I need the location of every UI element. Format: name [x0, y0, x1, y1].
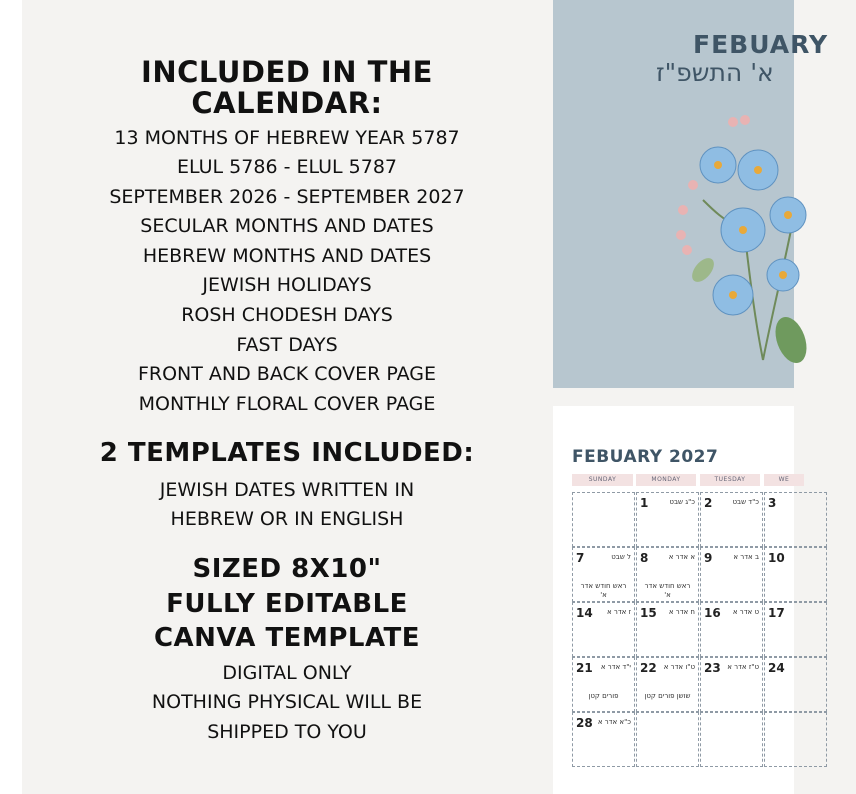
calendar-day-number: 22	[640, 661, 657, 675]
day-header-wednesday: WE	[764, 474, 804, 486]
cover-hebrew-title: א' התשפ"ז	[656, 58, 774, 87]
calendar-day-hebrew-date: ח אדר א	[668, 608, 695, 616]
calendar-day-cell	[700, 602, 763, 657]
calendar-day-note: שושן פורים קטן	[644, 692, 691, 700]
calendar-day-cell	[700, 547, 763, 602]
calendar-day-cell	[764, 602, 827, 657]
calendar-day-number: 7	[576, 551, 585, 565]
calendar-title: FEBUARY 2027	[572, 447, 719, 467]
calendar-day-cell	[700, 657, 763, 712]
calendar-day-hebrew-date: ט"ו אדר א	[663, 663, 695, 671]
calendar-day-number: 1	[640, 496, 649, 510]
feature-item: 13 MONTHS OF HEBREW YEAR 5787	[114, 127, 460, 149]
feature-item: MONTHLY FLORAL COVER PAGE	[138, 393, 436, 415]
calendar-day-cell	[764, 492, 827, 547]
calendar-day-cell	[764, 712, 827, 767]
digital-line: DIGITAL ONLY	[222, 662, 352, 684]
digital-line: NOTHING PHYSICAL WILL BE	[151, 691, 423, 713]
calendar-day-number: 9	[704, 551, 713, 565]
cover-month-title: FEBUARY	[693, 30, 829, 59]
calendar-day-number: 24	[768, 661, 785, 675]
calendar-day-hebrew-date: ז אדר א	[606, 608, 631, 616]
calendar-day-cell	[636, 547, 699, 602]
calendar-day-cell	[572, 492, 635, 547]
calendar-day-number: 17	[768, 606, 785, 620]
calendar-day-cell	[572, 712, 635, 767]
heading-included-line1: INCLUDED IN THE	[141, 55, 433, 89]
day-header-monday: MONDAY	[636, 474, 696, 486]
calendar-day-cell	[636, 602, 699, 657]
feature-item: ROSH CHODESH DAYS	[181, 304, 393, 326]
calendar-day-number: 21	[576, 661, 593, 675]
feature-item: ELUL 5786 - ELUL 5787	[177, 156, 397, 178]
floral-illustration	[673, 110, 803, 370]
digital-line: SHIPPED TO YOU	[207, 721, 367, 743]
calendar-preview	[553, 406, 794, 794]
left-edge-strip	[0, 0, 22, 794]
calendar-day-hebrew-date: כ"ג שבט	[669, 498, 695, 506]
day-header-sunday: SUNDAY	[572, 474, 633, 486]
templates-line: HEBREW OR IN ENGLISH	[170, 508, 404, 530]
size-line: CANVA TEMPLATE	[153, 623, 421, 653]
calendar-day-number: 28	[576, 716, 593, 730]
calendar-day-hebrew-date: כ"א אדר א	[597, 718, 631, 726]
calendar-day-number: 8	[640, 551, 649, 565]
calendar-day-number: 16	[704, 606, 721, 620]
calendar-day-number: 14	[576, 606, 593, 620]
calendar-day-cell	[636, 657, 699, 712]
calendar-day-cell	[636, 492, 699, 547]
calendar-day-hebrew-date: ט"ז אדר א	[727, 663, 759, 671]
feature-item: SEPTEMBER 2026 - SEPTEMBER 2027	[109, 186, 465, 208]
calendar-day-hebrew-date: ב אדר א	[733, 553, 759, 561]
card-gap	[553, 388, 794, 406]
feature-item: JEWISH HOLIDAYS	[202, 274, 372, 296]
templates-line: JEWISH DATES WRITTEN IN	[159, 479, 415, 501]
feature-item: FRONT AND BACK COVER PAGE	[137, 363, 437, 385]
calendar-day-hebrew-date: א אדר א	[668, 553, 695, 561]
size-line: SIZED 8X10"	[192, 554, 382, 584]
calendar-day-hebrew-date: ט אדר א	[732, 608, 759, 616]
calendar-day-hebrew-date: י"ד אדר א	[600, 663, 631, 671]
calendar-day-number: 2	[704, 496, 713, 510]
calendar-day-note: פורים קטן	[588, 692, 619, 700]
cover-preview	[553, 0, 829, 388]
calendar-day-number: 3	[768, 496, 777, 510]
calendar-day-hebrew-date: ל שבט	[611, 553, 631, 561]
feature-item: SECULAR MONTHS AND DATES	[140, 215, 434, 237]
heading-included-line2: CALENDAR:	[191, 86, 383, 120]
calendar-day-number: 15	[640, 606, 657, 620]
calendar-day-number: 10	[768, 551, 785, 565]
calendar-day-cell	[636, 712, 699, 767]
calendar-day-number: 23	[704, 661, 721, 675]
calendar-day-note: ראש חודש אדר א'	[580, 582, 627, 599]
calendar-day-cell	[764, 657, 827, 712]
calendar-day-cell	[572, 547, 635, 602]
feature-item: FAST DAYS	[236, 334, 338, 356]
calendar-day-cell	[700, 492, 763, 547]
size-line: FULLY EDITABLE	[166, 589, 408, 619]
calendar-day-cell	[572, 657, 635, 712]
templates-heading: 2 TEMPLATES INCLUDED:	[99, 438, 475, 468]
flower-blossoms	[700, 147, 806, 315]
calendar-day-cell	[572, 602, 635, 657]
day-header-tuesday: TUESDAY	[700, 474, 760, 486]
calendar-day-cell	[764, 547, 827, 602]
feature-item: HEBREW MONTHS AND DATES	[142, 245, 432, 267]
calendar-day-cell	[700, 712, 763, 767]
calendar-day-note: ראש חודש אדר א'	[644, 582, 691, 599]
calendar-day-hebrew-date: כ"ד שבט	[732, 498, 759, 506]
